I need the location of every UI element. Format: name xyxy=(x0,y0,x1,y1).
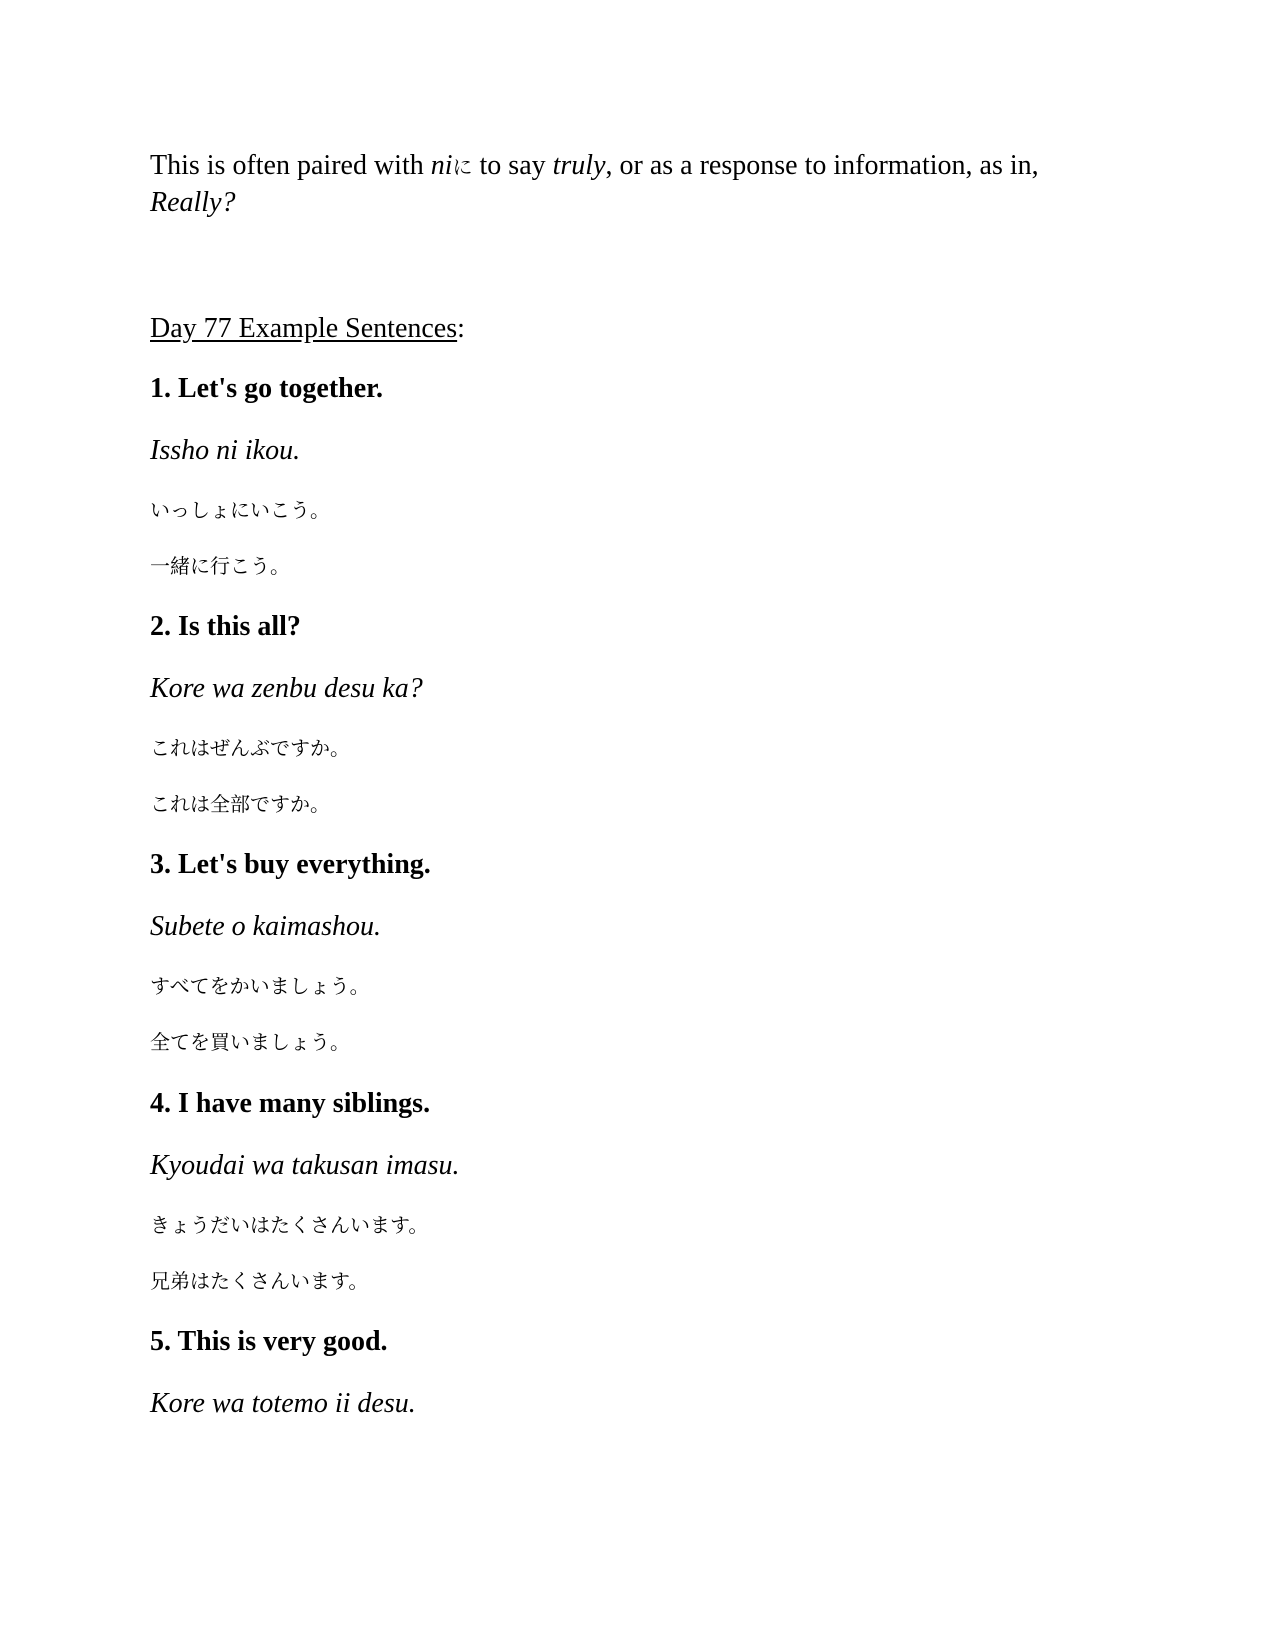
section-colon: : xyxy=(457,313,465,344)
example-4-romaji: Kyoudai wa takusan imasu. xyxy=(150,1150,460,1181)
example-3-english: 3. Let's buy everything. xyxy=(150,849,431,880)
section-title: Day 77 Example Sentences xyxy=(150,313,458,344)
example-1-romaji: Issho ni ikou. xyxy=(150,435,301,466)
intro-really: Really? xyxy=(150,187,236,218)
example-1-kana: いっしょにいこう。 xyxy=(150,498,330,522)
intro-ni-romaji: ni xyxy=(430,150,453,181)
example-2-romaji: Kore wa zenbu desu ka? xyxy=(150,673,423,704)
intro-ni-kana: に xyxy=(452,155,473,179)
example-3-kana: すべてをかいましょう。 xyxy=(150,974,370,998)
example-4-kana: きょうだいはたくさんいます。 xyxy=(150,1213,429,1237)
example-5-romaji: Kore wa totemo ii desu. xyxy=(150,1388,416,1419)
example-3-kanji: 全てを買いましょう。 xyxy=(150,1030,350,1054)
example-4-english: 4. I have many siblings. xyxy=(150,1088,431,1119)
intro-truly: truly xyxy=(552,150,606,181)
example-1-kanji: 一緒に行こう。 xyxy=(150,554,290,578)
example-5-english: 5. This is very good. xyxy=(150,1326,388,1357)
example-3-romaji: Subete o kaimashou. xyxy=(150,911,381,942)
example-1-english: 1. Let's go together. xyxy=(150,373,384,404)
intro-text-1: This is often paired with xyxy=(150,150,431,181)
intro-text-3: , or as a response to information, as in, xyxy=(605,150,1039,181)
intro-paragraph xyxy=(150,148,1130,220)
example-2-kana: これはぜんぶですか。 xyxy=(150,736,350,760)
example-2-english: 2. Is this all? xyxy=(150,611,301,642)
example-2-kanji: これは全部ですか。 xyxy=(150,792,330,816)
example-4-kanji: 兄弟はたくさんいます。 xyxy=(150,1269,369,1293)
intro-text-2: to say xyxy=(472,150,553,181)
section-heading xyxy=(150,312,465,346)
